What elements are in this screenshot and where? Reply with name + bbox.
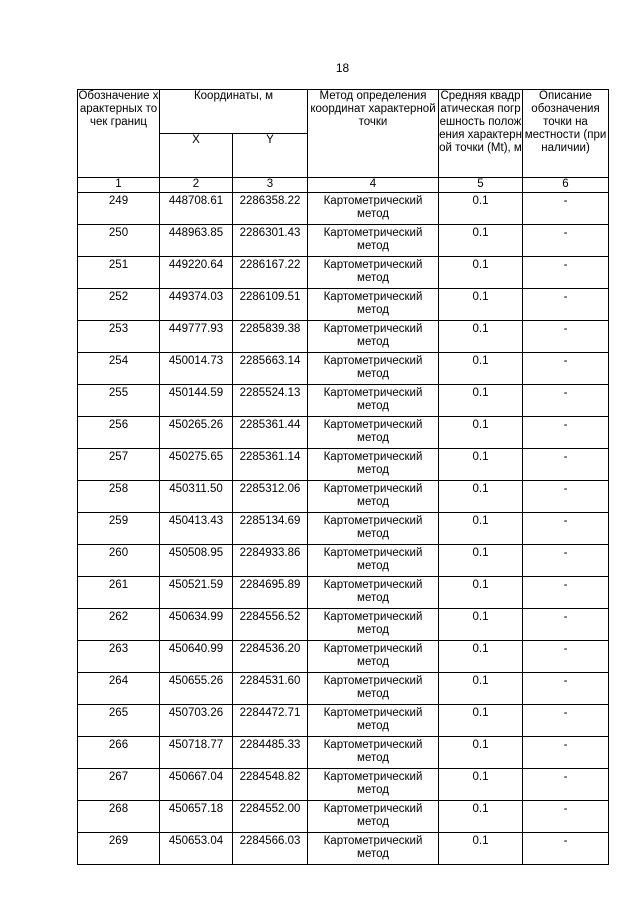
cell-x: 450311.50 [160, 481, 233, 513]
cell-point: 259 [78, 513, 160, 545]
table-row [78, 577, 609, 609]
cell-point: 269 [78, 833, 160, 865]
column-number: 2 [160, 178, 233, 193]
cell-y: 2284485.33 [233, 737, 308, 769]
cell-y: 2284472.71 [233, 705, 308, 737]
column-number-row [78, 178, 609, 193]
cell-method: Картометрический метод [308, 545, 439, 577]
cell-error: 0.1 [439, 705, 523, 737]
cell-x: 449777.93 [160, 321, 233, 353]
cell-method: Картометрический метод [308, 769, 439, 801]
cell-point: 254 [78, 353, 160, 385]
cell-x: 450508.95 [160, 545, 233, 577]
cell-point: 253 [78, 321, 160, 353]
cell-method: Картометрический метод [308, 481, 439, 513]
cell-x: 450653.04 [160, 833, 233, 865]
cell-description: - [523, 289, 609, 321]
header-x: X [160, 134, 233, 178]
coordinates-table [77, 89, 609, 865]
cell-y: 2284552.00 [233, 801, 308, 833]
table-row [78, 769, 609, 801]
cell-point: 251 [78, 257, 160, 289]
column-number: 5 [439, 178, 523, 193]
cell-description: - [523, 321, 609, 353]
cell-method: Картометрический метод [308, 289, 439, 321]
cell-method: Картометрический метод [308, 193, 439, 225]
cell-y: 2284556.52 [233, 609, 308, 641]
cell-error: 0.1 [439, 353, 523, 385]
cell-y: 2284531.60 [233, 673, 308, 705]
cell-x: 449220.64 [160, 257, 233, 289]
table-row [78, 321, 609, 353]
table-row [78, 641, 609, 673]
cell-y: 2286358.22 [233, 193, 308, 225]
table-row [78, 737, 609, 769]
cell-y: 2285361.44 [233, 417, 308, 449]
cell-point: 267 [78, 769, 160, 801]
cell-method: Картометрический метод [308, 385, 439, 417]
cell-method: Картометрический метод [308, 513, 439, 545]
cell-description: - [523, 225, 609, 257]
cell-error: 0.1 [439, 673, 523, 705]
cell-y: 2285524.13 [233, 385, 308, 417]
cell-x: 450144.59 [160, 385, 233, 417]
cell-point: 258 [78, 481, 160, 513]
cell-point: 255 [78, 385, 160, 417]
cell-description: - [523, 705, 609, 737]
cell-method: Картометрический метод [308, 641, 439, 673]
cell-error: 0.1 [439, 449, 523, 481]
cell-point: 252 [78, 289, 160, 321]
cell-description: - [523, 737, 609, 769]
cell-point: 257 [78, 449, 160, 481]
cell-x: 448963.85 [160, 225, 233, 257]
cell-method: Картометрический метод [308, 257, 439, 289]
table-row [78, 449, 609, 481]
cell-method: Картометрический метод [308, 353, 439, 385]
table-row [78, 705, 609, 737]
cell-y: 2285312.06 [233, 481, 308, 513]
cell-point: 263 [78, 641, 160, 673]
cell-description: - [523, 417, 609, 449]
cell-description: - [523, 577, 609, 609]
table-row [78, 481, 609, 513]
cell-point: 266 [78, 737, 160, 769]
cell-x: 450413.43 [160, 513, 233, 545]
cell-description: - [523, 641, 609, 673]
cell-description: - [523, 257, 609, 289]
column-number: 1 [78, 178, 160, 193]
cell-point: 249 [78, 193, 160, 225]
cell-y: 2284566.03 [233, 833, 308, 865]
cell-error: 0.1 [439, 257, 523, 289]
cell-description: - [523, 513, 609, 545]
cell-point: 262 [78, 609, 160, 641]
cell-error: 0.1 [439, 321, 523, 353]
cell-description: - [523, 769, 609, 801]
cell-error: 0.1 [439, 833, 523, 865]
cell-method: Картометрический метод [308, 609, 439, 641]
cell-description: - [523, 449, 609, 481]
cell-y: 2286167.22 [233, 257, 308, 289]
cell-x: 450014.73 [160, 353, 233, 385]
cell-error: 0.1 [439, 641, 523, 673]
cell-y: 2284695.89 [233, 577, 308, 609]
cell-method: Картометрический метод [308, 321, 439, 353]
cell-method: Картометрический метод [308, 737, 439, 769]
cell-description: - [523, 801, 609, 833]
cell-y: 2284933.86 [233, 545, 308, 577]
header-error: Средняя квадратическая погрешность положения характерной точки (Mt), м [439, 90, 523, 178]
cell-x: 450521.59 [160, 577, 233, 609]
cell-error: 0.1 [439, 417, 523, 449]
cell-description: - [523, 481, 609, 513]
cell-error: 0.1 [439, 545, 523, 577]
cell-x: 450655.26 [160, 673, 233, 705]
cell-x: 450703.26 [160, 705, 233, 737]
cell-method: Картометрический метод [308, 417, 439, 449]
cell-point: 264 [78, 673, 160, 705]
cell-y: 2284548.82 [233, 769, 308, 801]
cell-error: 0.1 [439, 385, 523, 417]
cell-x: 450640.99 [160, 641, 233, 673]
cell-method: Картометрический метод [308, 577, 439, 609]
cell-y: 2285134.69 [233, 513, 308, 545]
table-row [78, 257, 609, 289]
table-row [78, 545, 609, 577]
cell-point: 265 [78, 705, 160, 737]
header-method: Метод определения координат характерной точки [308, 90, 439, 178]
cell-y: 2285839.38 [233, 321, 308, 353]
cell-description: - [523, 385, 609, 417]
cell-x: 448708.61 [160, 193, 233, 225]
header-description: Описание обозначения точки на местности (при наличии) [523, 90, 609, 178]
cell-error: 0.1 [439, 193, 523, 225]
cell-description: - [523, 193, 609, 225]
cell-x: 449374.03 [160, 289, 233, 321]
cell-x: 450634.99 [160, 609, 233, 641]
column-number: 3 [233, 178, 308, 193]
column-number: 6 [523, 178, 609, 193]
cell-method: Картометрический метод [308, 705, 439, 737]
table-row [78, 385, 609, 417]
cell-point: 261 [78, 577, 160, 609]
table-row [78, 609, 609, 641]
cell-error: 0.1 [439, 225, 523, 257]
table-row [78, 833, 609, 865]
cell-y: 2286109.51 [233, 289, 308, 321]
cell-error: 0.1 [439, 801, 523, 833]
header-designation: Обозначение характерных точек границ [78, 90, 160, 178]
cell-description: - [523, 353, 609, 385]
cell-point: 250 [78, 225, 160, 257]
table-row [78, 289, 609, 321]
cell-error: 0.1 [439, 289, 523, 321]
cell-x: 450667.04 [160, 769, 233, 801]
cell-error: 0.1 [439, 769, 523, 801]
cell-x: 450275.65 [160, 449, 233, 481]
table-row [78, 353, 609, 385]
cell-y: 2286301.43 [233, 225, 308, 257]
table-row [78, 225, 609, 257]
cell-description: - [523, 609, 609, 641]
header-y: Y [233, 134, 308, 178]
cell-description: - [523, 673, 609, 705]
header-row [78, 90, 609, 134]
cell-point: 256 [78, 417, 160, 449]
cell-error: 0.1 [439, 481, 523, 513]
cell-x: 450718.77 [160, 737, 233, 769]
cell-error: 0.1 [439, 737, 523, 769]
cell-error: 0.1 [439, 609, 523, 641]
cell-point: 260 [78, 545, 160, 577]
table-row [78, 801, 609, 833]
cell-y: 2285361.14 [233, 449, 308, 481]
cell-method: Картометрический метод [308, 449, 439, 481]
cell-method: Картометрический метод [308, 225, 439, 257]
cell-x: 450657.18 [160, 801, 233, 833]
cell-y: 2285663.14 [233, 353, 308, 385]
cell-point: 268 [78, 801, 160, 833]
cell-y: 2284536.20 [233, 641, 308, 673]
cell-description: - [523, 545, 609, 577]
page-number: 18 [335, 61, 350, 75]
table-row [78, 417, 609, 449]
column-number: 4 [308, 178, 439, 193]
cell-error: 0.1 [439, 577, 523, 609]
header-coordinates: Координаты, м [160, 90, 308, 134]
table-row [78, 673, 609, 705]
cell-method: Картометрический метод [308, 801, 439, 833]
cell-error: 0.1 [439, 513, 523, 545]
cell-description: - [523, 833, 609, 865]
cell-x: 450265.26 [160, 417, 233, 449]
table-row [78, 513, 609, 545]
table-row [78, 193, 609, 225]
cell-method: Картометрический метод [308, 673, 439, 705]
cell-method: Картометрический метод [308, 833, 439, 865]
